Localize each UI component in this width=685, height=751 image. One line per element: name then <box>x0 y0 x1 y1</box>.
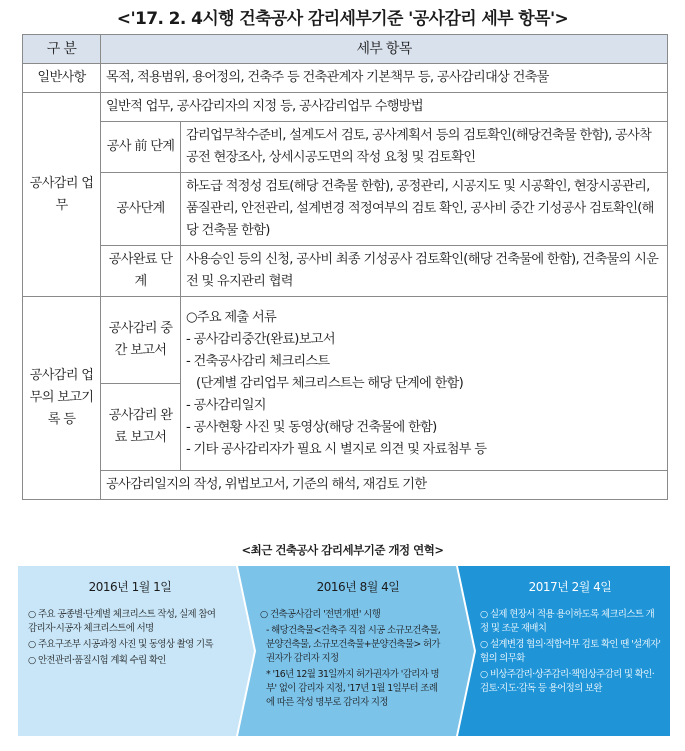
list-item: ○ 안전관리·품질시험 계획 수립 확인 <box>28 655 166 666</box>
stage-date: 2016년 1월 1일 <box>88 580 172 594</box>
list-item: ○ 주요 공종별·단계별 체크리스트 작성, 실제 참여 감리자·시공자 체크리스트에 서명 <box>28 609 216 634</box>
stage-date: 2017년 2월 4일 <box>528 580 612 594</box>
table-row <box>23 471 668 500</box>
list-item: * '16년 12월 31일까지 허가권자가 '감리자 명부' 없이 감리자 지정, '17년 1월 1일부터 조례에 따른 작성 명부로 감리자 지정 <box>266 669 439 708</box>
general-text: 목적, 적용범위, 용어정의, 건축주 등 건축관계자 기본책무 등, 공사감리대상 건축물 <box>101 64 668 93</box>
table-row <box>23 64 668 93</box>
timeline-stage-1 <box>18 566 242 736</box>
timeline-subtitle: <최근 건축공사 감리세부기준 개정 연혁> <box>241 543 444 557</box>
report-label: 공사감리 업무의 보고기록 등 <box>23 297 101 500</box>
list-item: - 공사감리일지 <box>186 397 266 413</box>
revision-timeline <box>18 566 670 736</box>
stage-date: 2016년 8월 4일 <box>316 580 400 594</box>
duty-common-text: 일반적 업무, 공사감리자의 지정 등, 공사감리업무 수행방법 <box>101 93 668 122</box>
stage-construction-text: 하도급 적정성 검토(해당 건축물 한함), 공정관리, 시공지도 및 시공확인, 현장시공관리, 품질관리, 안전관리, 설계변경 적정여부의 검토 확인, 공사비 중간 기성공사 검토확인(해당 건축물 한함) <box>181 173 668 246</box>
table-row <box>23 246 668 297</box>
report-documents-list <box>181 297 668 471</box>
stage-complete-text: 사용승인 등의 신청, 공사비 최종 기성공사 검토확인(해당 건축물에 한함), 건축물의 시운전 및 유지관리 협력 <box>181 246 668 297</box>
list-item: (단계별 감리업무 체크리스트는 해당 단계에 한함) <box>196 375 464 391</box>
table-header-row <box>23 35 668 64</box>
timeline-stage-2 <box>250 566 466 736</box>
header-detail: 세부 항목 <box>101 35 668 64</box>
list-item: ○ 건축공사감리 '전면개편' 시행 <box>260 609 381 620</box>
list-item: - 공사현황 사진 및 동영상(해당 건축물에 한함) <box>186 419 437 435</box>
stage-complete-label: 공사완료 단계 <box>101 246 181 297</box>
list-item: - 해당건축물<건축주 직접 시공 소규모건축물, 분양건축물, 소규모건축물+분양건축물> 허가권자가 감리자 지정 <box>266 625 441 664</box>
table-row <box>23 122 668 173</box>
list-item: ○ 설계변경 협의·적합여부 검토 확인 땐 '설계자' 협의 의무화 <box>480 639 661 664</box>
inspection-table <box>22 34 668 500</box>
general-label: 일반사항 <box>23 64 101 93</box>
table-row <box>23 93 668 122</box>
list-item: - 공사감리중간(완료)보고서 <box>186 331 335 347</box>
list-item: - 건축공사감리 체크리스트 <box>186 353 330 369</box>
stage-construction-label: 공사단계 <box>101 173 181 246</box>
stage-items <box>260 608 444 712</box>
list-item: ○ 비상주감리·상주감리·책임상주감리 및 확인·검토·지도·감독 등 용어정의 보완 <box>480 669 655 694</box>
list-item: ○주요 제출 서류 <box>186 309 277 325</box>
page-title: <'17. 2. 4시행 건축공사 감리세부기준 '공사감리 세부 항목'> <box>116 9 569 29</box>
timeline-stage-3 <box>470 566 670 736</box>
header-category: 구 분 <box>23 35 101 64</box>
stage-items <box>28 608 220 670</box>
table-row <box>23 173 668 246</box>
report-footer-text: 공사감리일지의 작성, 위법보고서, 기준의 해석, 재검토 기한 <box>101 471 668 500</box>
list-item: ○ 실제 현장서 적용 용이하도록 체크리스트 개정 및 조문 재배치 <box>480 609 655 634</box>
duty-label: 공사감리 업무 <box>23 93 101 297</box>
table-row <box>23 297 668 384</box>
list-item: ○ 주요구조부 시공과정 사진 및 동영상 촬영 기록 <box>28 639 213 650</box>
report-interim-label: 공사감리 중간 보고서 <box>101 297 181 384</box>
stage-items <box>480 608 662 698</box>
list-item: - 기타 공사감리자가 필요 시 별지로 의견 및 자료첨부 등 <box>186 441 487 457</box>
report-final-label: 공사감리 완료 보고서 <box>101 384 181 471</box>
stage-before-text: 감리업무착수준비, 설계도서 검토, 공사계획서 등의 검토확인(해당건축물 한함), 공사착공전 현장조사, 상세시공도면의 작성 요청 및 검토확인 <box>181 122 668 173</box>
stage-before-label: 공사 前 단계 <box>101 122 181 173</box>
